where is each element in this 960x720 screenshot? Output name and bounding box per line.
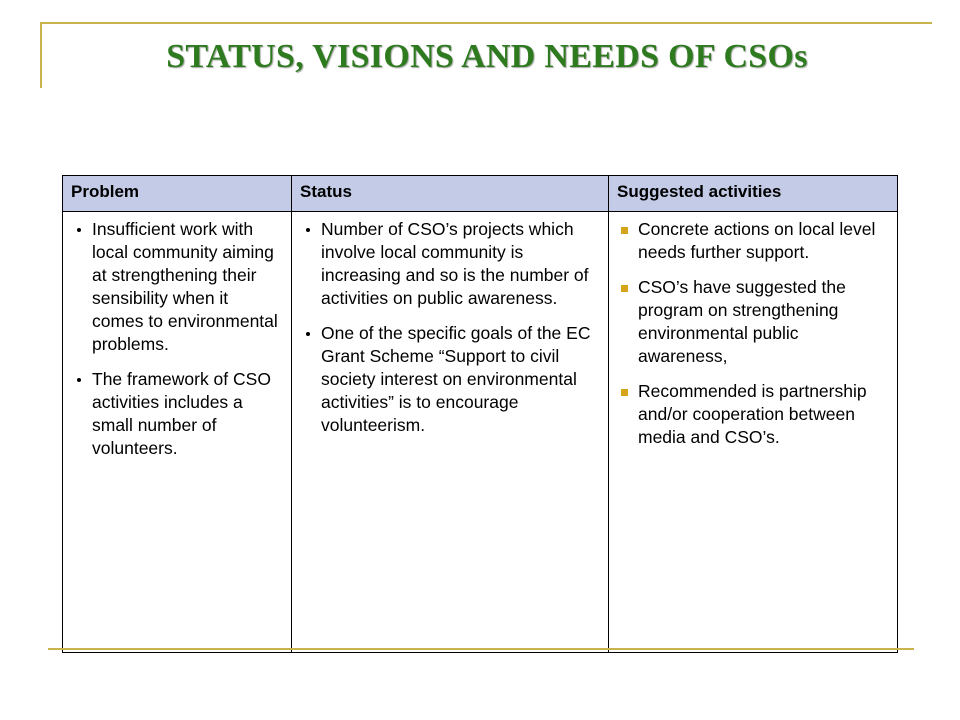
frame-top-line (40, 22, 932, 24)
list-item: The framework of CSO activities includes a small number of volunteers. (71, 368, 283, 460)
problem-list (71, 218, 283, 460)
header-problem: Problem (63, 176, 292, 212)
cell-suggested-activities (609, 212, 898, 653)
suggested-list (617, 218, 889, 449)
status-list (300, 218, 600, 437)
status-table (62, 175, 898, 653)
frame-bottom-line (48, 648, 914, 650)
cell-status (292, 212, 609, 653)
header-status: Status (292, 176, 609, 212)
slide-title: STATUS, VISIONS AND NEEDS OF CSOs (166, 38, 808, 75)
cell-problem (63, 212, 292, 653)
table-row (63, 212, 898, 653)
list-item: Recommended is partnership and/or cooperation between media and CSO’s. (617, 380, 889, 449)
list-item: Concrete actions on local level needs further support. (617, 218, 889, 264)
header-suggested-activities: Suggested activities (609, 176, 898, 212)
list-item: CSO’s have suggested the program on strengthening environmental public awareness, (617, 276, 889, 368)
list-item: One of the specific goals of the EC Grant Scheme “Support to civil society interest on environmental activities” is to encourage volunteerism. (300, 322, 600, 437)
table-header-row (63, 176, 898, 212)
list-item: Number of CSO’s projects which involve local community is increasing and so is the number of activities on public awareness. (300, 218, 600, 310)
list-item: Insufficient work with local community aiming at strengthening their sensibility when it comes to environmental problems. (71, 218, 283, 356)
